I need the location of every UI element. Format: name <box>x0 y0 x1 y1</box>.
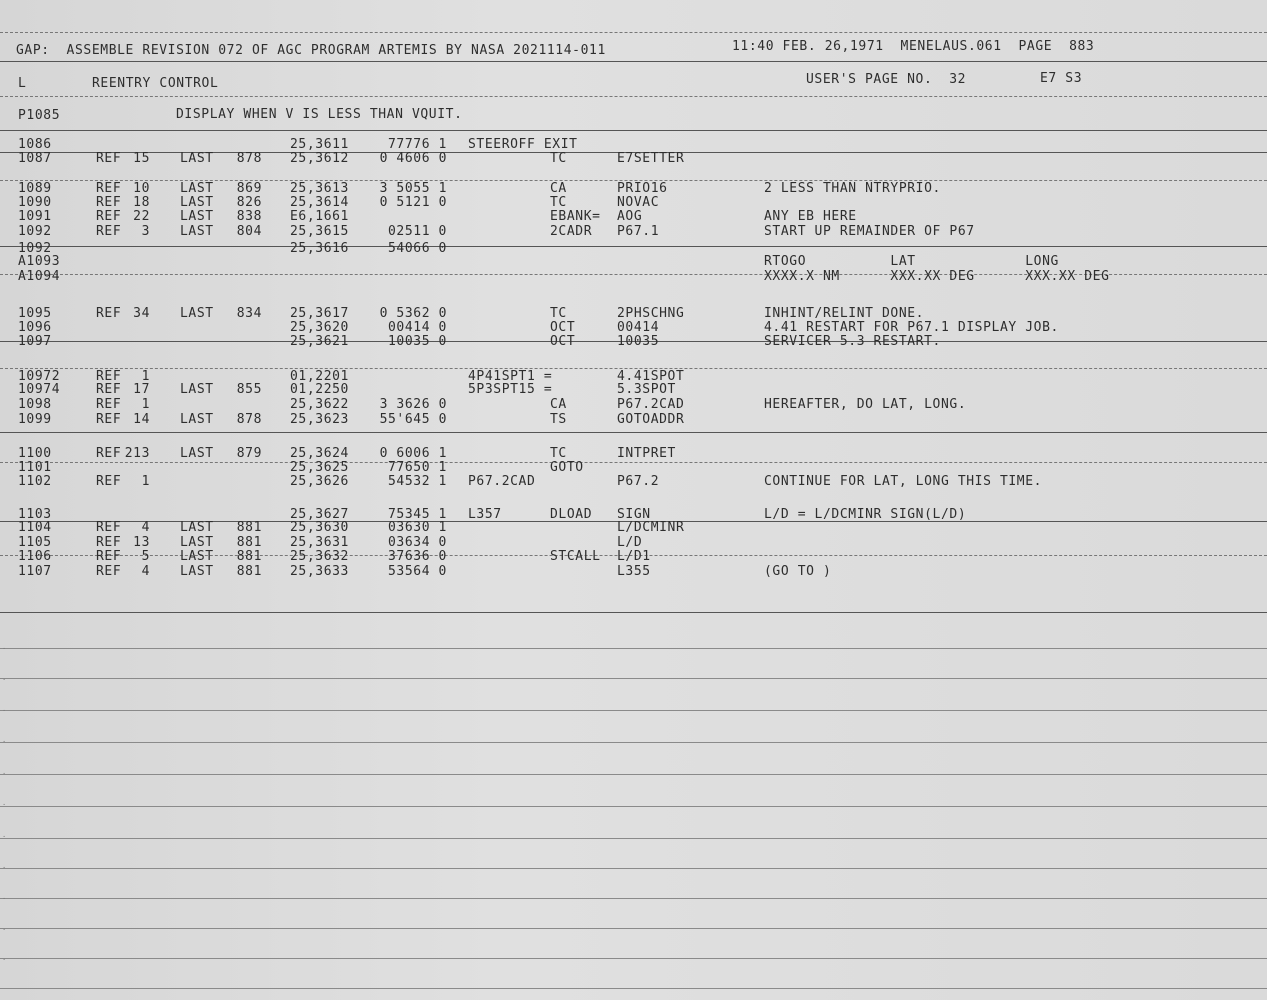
row-comment: (GO TO ) <box>764 564 832 579</box>
ruled-line <box>0 612 1267 613</box>
row-last: LAST <box>180 446 214 461</box>
row-code: 02511 0 <box>388 224 447 239</box>
row-last: LAST <box>180 382 214 397</box>
row-cnt: 15 <box>133 151 150 166</box>
row-line: 1105 <box>18 535 52 550</box>
ruled-line <box>0 246 1267 247</box>
row-addr: 25,3614 <box>290 195 349 210</box>
row-cnt: 3 <box>141 224 150 239</box>
ruled-line <box>0 774 1267 775</box>
row-operand: P67.1 <box>617 224 660 239</box>
row-addr: E6,1661 <box>290 209 349 224</box>
ruled-line <box>0 742 1267 743</box>
row-operand: L/D1 <box>617 549 651 564</box>
ruled-line <box>0 898 1267 899</box>
row-cnt: 18 <box>133 195 150 210</box>
row-line: 1091 <box>18 209 52 224</box>
row-addr: 25,3633 <box>290 564 349 579</box>
row-comment: 4.41 RESTART FOR P67.1 DISPLAY JOB. <box>764 320 1059 335</box>
row-comment: L/D = L/DCMINR SIGN(L/D) <box>764 507 967 522</box>
row-code: 54066 0 <box>388 241 447 256</box>
row-lastn: 881 <box>236 564 262 579</box>
row-code: 75345 1 <box>388 507 447 522</box>
row-label: 4P41SPT1 = <box>468 369 553 384</box>
row-addr: 25,3624 <box>290 446 349 461</box>
row-addr: 25,3621 <box>290 334 349 349</box>
row-code: 3 3626 0 <box>379 397 447 412</box>
row-last: LAST <box>180 195 214 210</box>
row-line: 1100 <box>18 446 52 461</box>
row-last: LAST <box>180 209 214 224</box>
row-operand: 4.41SPOT <box>617 369 685 384</box>
row-op: GOTO <box>550 460 584 475</box>
row-lastn: 878 <box>236 412 262 427</box>
margin-tick: · <box>2 645 7 653</box>
row-operand: AOG <box>617 209 643 224</box>
row-op: DLOAD <box>550 507 593 522</box>
row-operand: INTPRET <box>617 446 676 461</box>
row-code: 00414 0 <box>388 320 447 335</box>
row-addr: 01,2201 <box>290 369 349 384</box>
ruled-line <box>0 96 1267 97</box>
row-op: EBANK= <box>550 209 601 224</box>
margin-tick: · <box>2 707 7 715</box>
row-line: 1092 <box>18 224 52 239</box>
row-label: P67.2CAD <box>468 474 536 489</box>
row-lastn: 826 <box>236 195 262 210</box>
row-operand: GOTOADDR <box>617 412 685 427</box>
row-line: 1106 <box>18 549 52 564</box>
row-operand: 10035 <box>617 334 660 349</box>
row-code: 0 4606 0 <box>379 151 447 166</box>
row-op: TC <box>550 151 567 166</box>
row-code: 03630 1 <box>388 520 447 535</box>
row-code: 77776 1 <box>388 137 447 152</box>
row-line: 1103 <box>18 507 52 522</box>
ruled-line <box>0 988 1267 989</box>
row-ref: REF <box>96 151 122 166</box>
row-addr: 25,3612 <box>290 151 349 166</box>
row-line: A1093 <box>18 254 61 269</box>
row-op: TC <box>550 195 567 210</box>
page-title: DISPLAY WHEN V IS LESS THAN VQUIT. <box>176 107 463 122</box>
assembly-header: GAP: ASSEMBLE REVISION 072 OF AGC PROGRAM ARTEMIS BY NASA 2021114-011 <box>16 43 606 58</box>
row-code: 0 5121 0 <box>379 195 447 210</box>
row-cnt: 34 <box>133 306 150 321</box>
row-lastn: 881 <box>236 549 262 564</box>
ruled-line <box>0 678 1267 679</box>
row-ref: REF <box>96 474 122 489</box>
row-line: 1092 <box>18 241 52 256</box>
row-ref: REF <box>96 520 122 535</box>
row-operand: 5.3SPOT <box>617 382 676 397</box>
row-last: LAST <box>180 306 214 321</box>
l-label: L <box>18 76 27 91</box>
row-addr: 25,3615 <box>290 224 349 239</box>
row-addr: 25,3631 <box>290 535 349 550</box>
page-code: E7 S3 <box>1040 71 1083 86</box>
row-lastn: 881 <box>236 520 262 535</box>
row-operand: P67.2 <box>617 474 660 489</box>
row-line: 1104 <box>18 520 52 535</box>
row-operand: SIGN <box>617 507 651 522</box>
row-last: LAST <box>180 549 214 564</box>
row-addr: 25,3630 <box>290 520 349 535</box>
row-ref: REF <box>96 446 122 461</box>
margin-tick: · <box>2 738 7 746</box>
row-addr: 25,3626 <box>290 474 349 489</box>
row-code: 53564 0 <box>388 564 447 579</box>
row-addr: 25,3611 <box>290 137 349 152</box>
row-ref: REF <box>96 382 122 397</box>
row-comment: ANY EB HERE <box>764 209 857 224</box>
row-ref: REF <box>96 412 122 427</box>
row-line: 10974 <box>18 382 61 397</box>
row-lastn: 878 <box>236 151 262 166</box>
margin-tick: · <box>2 926 7 934</box>
row-ref: REF <box>96 209 122 224</box>
row-operand: P67.2CAD <box>617 397 685 412</box>
row-ref: REF <box>96 306 122 321</box>
row-operand: 2PHSCHNG <box>617 306 685 321</box>
row-line: 10972 <box>18 369 61 384</box>
row-lastn: 804 <box>236 224 262 239</box>
ruled-line <box>0 928 1267 929</box>
row-addr: 01,2250 <box>290 382 349 397</box>
row-op: CA <box>550 181 567 196</box>
row-op: TS <box>550 412 567 427</box>
row-ref: REF <box>96 549 122 564</box>
row-addr: 25,3616 <box>290 241 349 256</box>
row-op: CA <box>550 397 567 412</box>
row-lastn: 855 <box>236 382 262 397</box>
row-operand: PRIO16 <box>617 181 668 196</box>
row-code: 37636 0 <box>388 549 447 564</box>
row-cnt: 1 <box>141 397 150 412</box>
users-page-number: USER'S PAGE NO. 32 <box>806 72 967 87</box>
row-code: 0 6006 1 <box>379 446 447 461</box>
row-lastn: 834 <box>236 306 262 321</box>
row-lastn: 879 <box>236 446 262 461</box>
row-ref: REF <box>96 397 122 412</box>
row-line: 1098 <box>18 397 52 412</box>
row-addr: 25,3627 <box>290 507 349 522</box>
row-comment: RTOGO LAT LONG <box>764 254 1059 269</box>
row-comment: HEREAFTER, DO LAT, LONG. <box>764 397 967 412</box>
row-line: 1097 <box>18 334 52 349</box>
row-op: TC <box>550 306 567 321</box>
section-title: REENTRY CONTROL <box>92 76 219 91</box>
row-comment: START UP REMAINDER OF P67 <box>764 224 975 239</box>
row-code: 10035 0 <box>388 334 447 349</box>
row-line: 1102 <box>18 474 52 489</box>
row-cnt: 5 <box>141 549 150 564</box>
row-lastn: 881 <box>236 535 262 550</box>
ruled-line <box>0 462 1267 463</box>
row-cnt: 17 <box>133 382 150 397</box>
row-lastn: 869 <box>236 181 262 196</box>
row-ref: REF <box>96 564 122 579</box>
row-cnt: 4 <box>141 520 150 535</box>
margin-tick: · <box>2 895 7 903</box>
row-last: LAST <box>180 564 214 579</box>
row-addr: 25,3625 <box>290 460 349 475</box>
row-op: OCT <box>550 320 576 335</box>
row-last: LAST <box>180 224 214 239</box>
ruled-line <box>0 61 1267 62</box>
ruled-line <box>0 838 1267 839</box>
row-cnt: 10 <box>133 181 150 196</box>
row-lastn: 838 <box>236 209 262 224</box>
row-line: 1089 <box>18 181 52 196</box>
ruled-line <box>0 648 1267 649</box>
row-addr: 25,3620 <box>290 320 349 335</box>
row-ref: REF <box>96 195 122 210</box>
margin-tick: · <box>2 801 7 809</box>
timestamp-header: 11:40 FEB. 26,1971 MENELAUS.061 PAGE 883 <box>732 39 1095 54</box>
row-label: STEEROFF EXIT <box>468 137 578 152</box>
row-cnt: 1 <box>141 474 150 489</box>
row-cnt: 213 <box>124 446 150 461</box>
row-ref: REF <box>96 535 122 550</box>
row-code: 54532 1 <box>388 474 447 489</box>
row-line: A1094 <box>18 269 61 284</box>
row-addr: 25,3613 <box>290 181 349 196</box>
ruled-line <box>0 130 1267 131</box>
row-addr: 25,3617 <box>290 306 349 321</box>
row-last: LAST <box>180 181 214 196</box>
ruled-line <box>0 958 1267 959</box>
row-line: 1107 <box>18 564 52 579</box>
row-line: 1087 <box>18 151 52 166</box>
row-code: 77650 1 <box>388 460 447 475</box>
row-cnt: 13 <box>133 535 150 550</box>
row-line: 1095 <box>18 306 52 321</box>
row-last: LAST <box>180 151 214 166</box>
row-addr: 25,3632 <box>290 549 349 564</box>
row-code: 55'645 0 <box>379 412 447 427</box>
margin-tick: · <box>2 676 7 684</box>
row-comment: XXXX.X NM XXX.XX DEG XXX.XX DEG <box>764 269 1110 284</box>
ruled-line <box>0 806 1267 807</box>
row-addr: 25,3623 <box>290 412 349 427</box>
p-line-number: P1085 <box>18 108 61 123</box>
margin-tick: · <box>2 833 7 841</box>
row-operand: L/DCMINR <box>617 520 685 535</box>
row-comment: INHINT/RELINT DONE. <box>764 306 925 321</box>
row-last: LAST <box>180 412 214 427</box>
row-operand: L355 <box>617 564 651 579</box>
row-last: LAST <box>180 535 214 550</box>
margin-tick: · <box>2 956 7 964</box>
row-code: 03634 0 <box>388 535 447 550</box>
row-cnt: 22 <box>133 209 150 224</box>
margin-tick: · <box>2 770 7 778</box>
row-last: LAST <box>180 520 214 535</box>
row-line: 1099 <box>18 412 52 427</box>
row-cnt: 1 <box>141 369 150 384</box>
row-op: STCALL <box>550 549 601 564</box>
row-ref: REF <box>96 181 122 196</box>
ruled-line <box>0 32 1267 33</box>
row-label: 5P3SPT15 = <box>468 382 553 397</box>
row-ref: REF <box>96 224 122 239</box>
ruled-line <box>0 432 1267 433</box>
row-operand: L/D <box>617 535 643 550</box>
row-line: 1096 <box>18 320 52 335</box>
row-op: OCT <box>550 334 576 349</box>
row-line: 1101 <box>18 460 52 475</box>
row-op: 2CADR <box>550 224 593 239</box>
row-line: 1090 <box>18 195 52 210</box>
margin-tick: · <box>2 864 7 872</box>
row-operand: NOVAC <box>617 195 660 210</box>
row-comment: CONTINUE FOR LAT, LONG THIS TIME. <box>764 474 1043 489</box>
ruled-line <box>0 868 1267 869</box>
row-line: 1086 <box>18 137 52 152</box>
row-op: TC <box>550 446 567 461</box>
row-addr: 25,3622 <box>290 397 349 412</box>
row-ref: REF <box>96 369 122 384</box>
row-code: 3 5055 1 <box>379 181 447 196</box>
row-cnt: 4 <box>141 564 150 579</box>
row-code: 0 5362 0 <box>379 306 447 321</box>
row-operand: 00414 <box>617 320 660 335</box>
row-cnt: 14 <box>133 412 150 427</box>
row-comment: 2 LESS THAN NTRYPRIO. <box>764 181 941 196</box>
row-comment: SERVICER 5.3 RESTART. <box>764 334 941 349</box>
ruled-line <box>0 710 1267 711</box>
row-label: L357 <box>468 507 502 522</box>
row-operand: E7SETTER <box>617 151 685 166</box>
